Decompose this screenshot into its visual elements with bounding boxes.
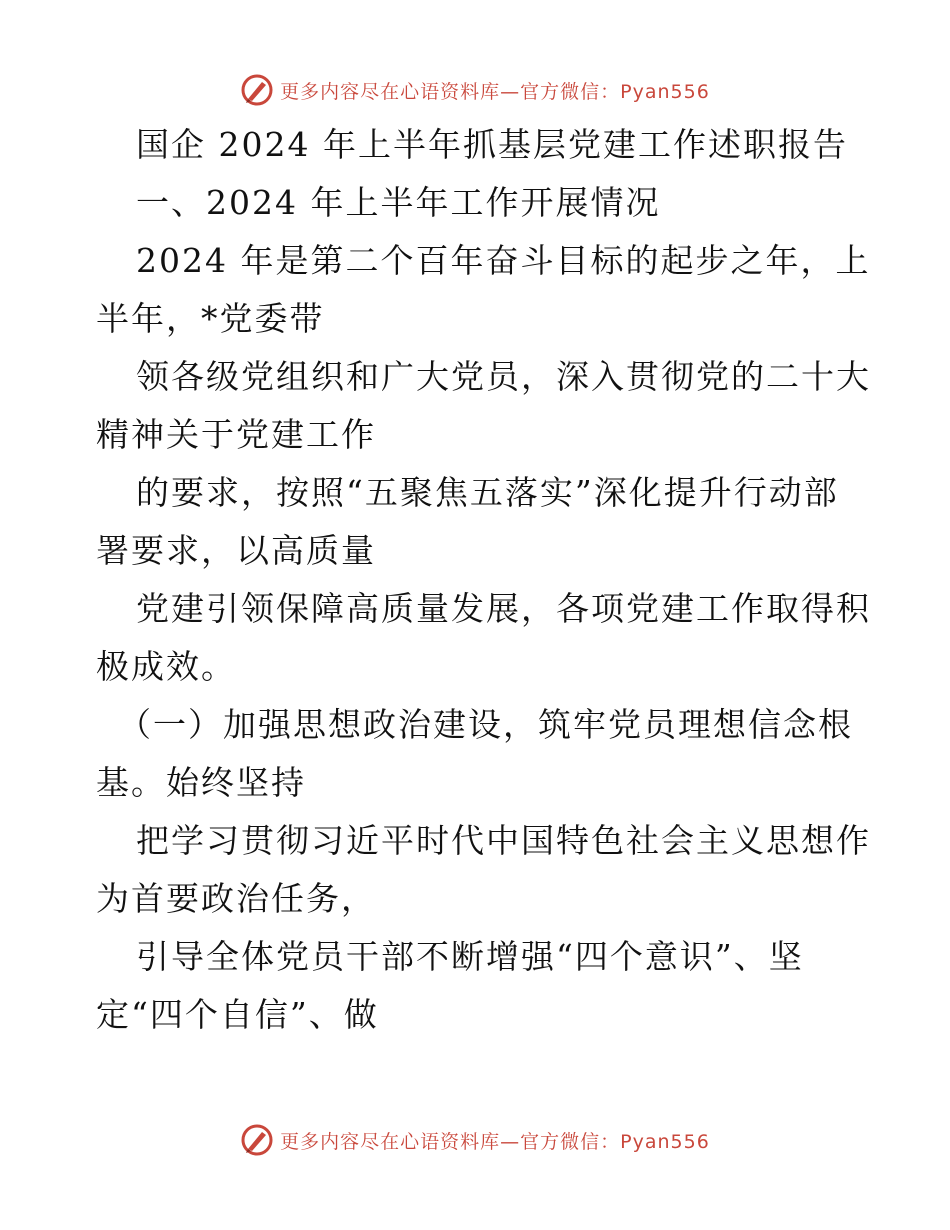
subsection-heading: （一）加强思想政治建设，筑牢党员理想信念根 — [118, 705, 853, 744]
document-body — [96, 116, 871, 1044]
watermark-banner-top — [0, 70, 950, 110]
document-title: 国企 2024 年上半年抓基层党建工作述职报告 — [136, 125, 848, 164]
paragraph-line: 引导全体党员干部不断增强“四个意识”、坚 — [136, 937, 804, 976]
watermark-text — [280, 77, 710, 104]
watermark-main-text: 更多内容尽在心语资料库 — [280, 80, 501, 103]
watermark-dash: — — [500, 80, 521, 103]
paragraph-line: 半年，*党委带 — [96, 299, 325, 338]
paragraph-line: 基。始终坚持 — [96, 763, 306, 802]
watermark-dash: — — [500, 1130, 521, 1153]
watermark-wechat-text: 官方微信：Pyan556 — [520, 80, 710, 103]
paragraph-line: 领各级党组织和广大党员，深入贯彻党的二十大 — [136, 357, 871, 396]
paragraph-line: 为首要政治任务， — [96, 879, 376, 918]
pen-logo-icon — [240, 1123, 274, 1157]
section-heading: 一、2024 年上半年工作开展情况 — [136, 183, 661, 222]
watermark-main-text: 更多内容尽在心语资料库 — [280, 1130, 501, 1153]
paragraph-line: 署要求，以高质量 — [96, 531, 376, 570]
pen-logo-icon — [240, 73, 274, 107]
paragraph-line: 2024 年是第二个百年奋斗目标的起步之年，上 — [136, 241, 871, 280]
watermark-group — [240, 1123, 710, 1157]
paragraph-line: 把学习贯彻习近平时代中国特色社会主义思想作 — [136, 821, 871, 860]
paragraph-line: 精神关于党建工作 — [96, 415, 376, 454]
watermark-group — [240, 73, 710, 107]
watermark-text — [280, 1127, 710, 1154]
paragraph-line: 的要求，按照“五聚焦五落实”深化提升行动部 — [136, 473, 839, 512]
paragraph-line: 党建引领保障高质量发展，各项党建工作取得积 — [136, 589, 871, 628]
watermark-banner-bottom — [0, 1120, 950, 1160]
watermark-wechat-text: 官方微信：Pyan556 — [520, 1130, 710, 1153]
paragraph-line: 定“四个自信”、做 — [96, 995, 379, 1034]
paragraph-line: 极成效。 — [96, 647, 236, 686]
